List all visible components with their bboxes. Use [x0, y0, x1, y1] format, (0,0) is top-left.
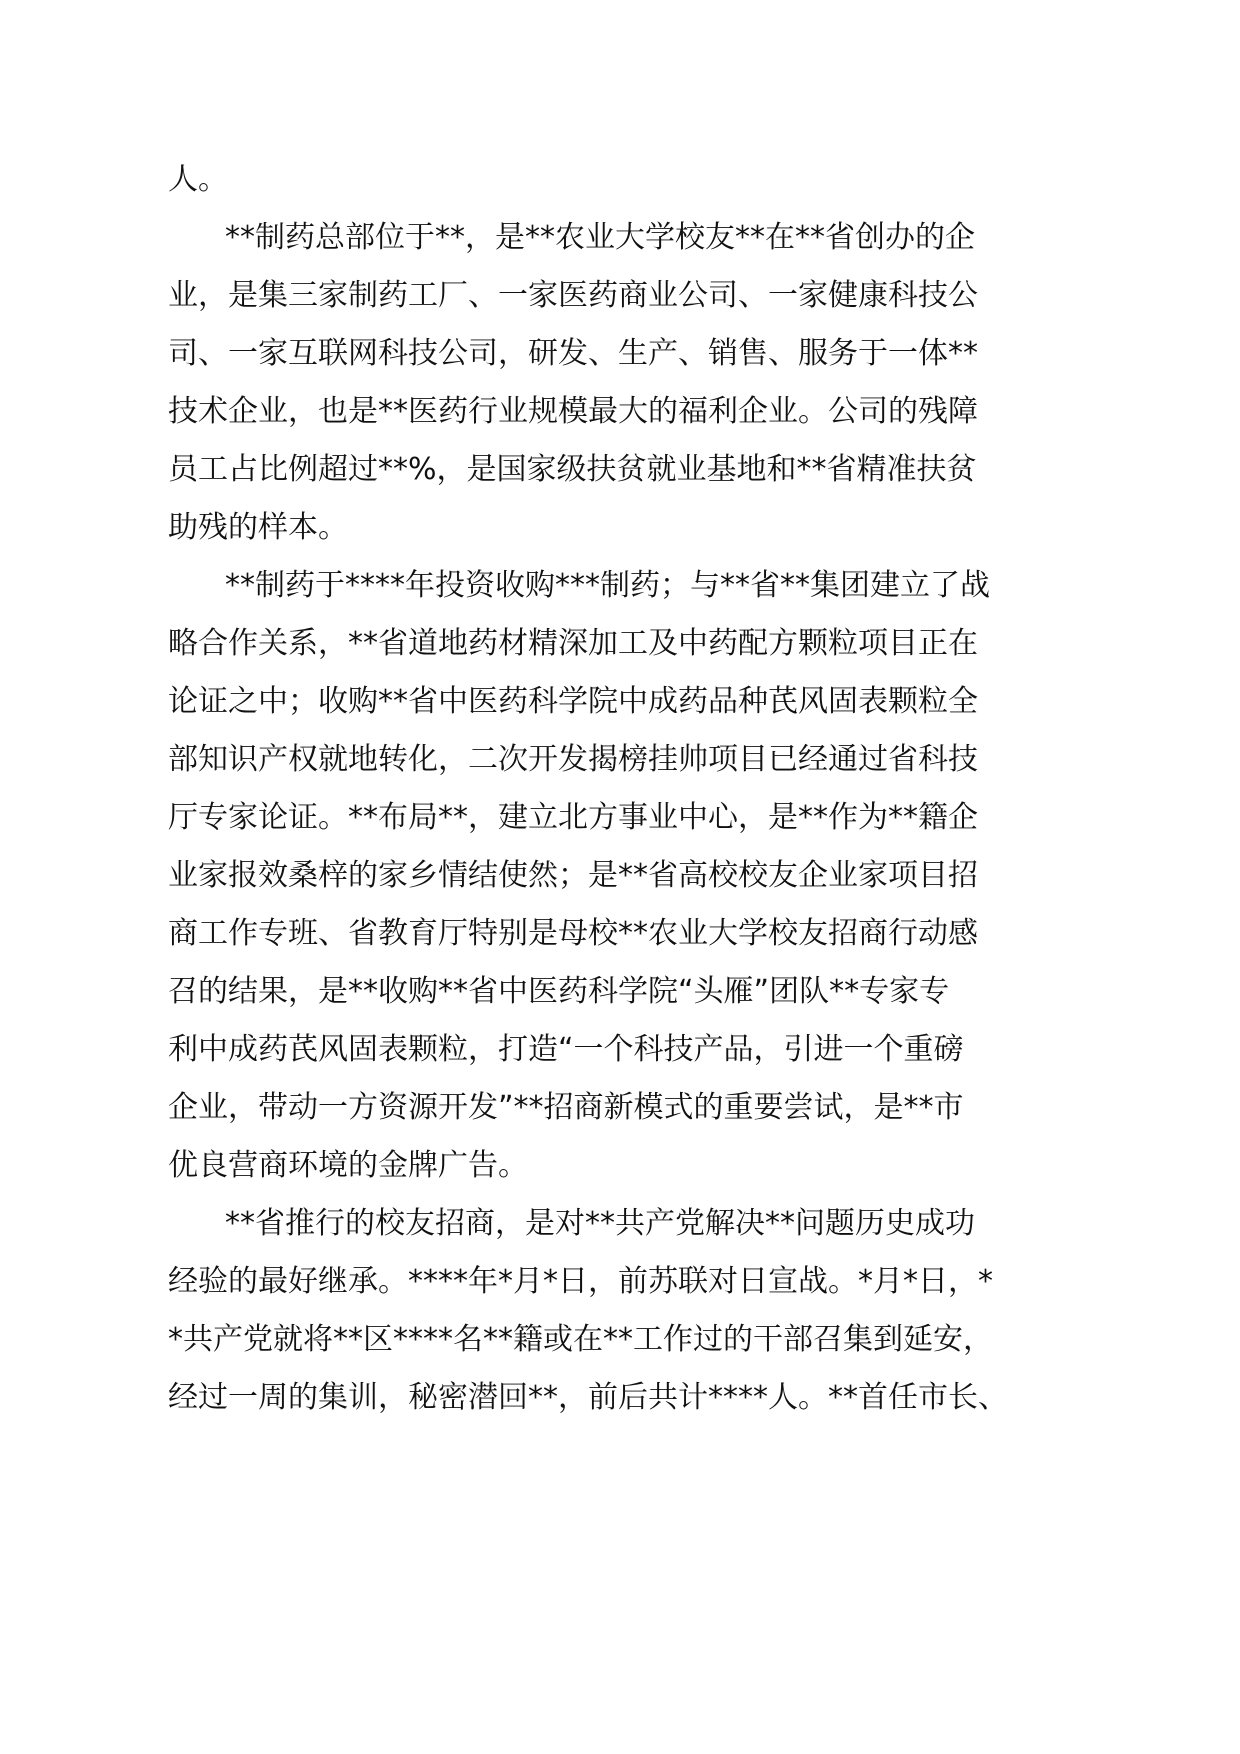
text-line-7: 助残的样本。	[168, 510, 348, 545]
text-line-14: 商工作专班、省教育厅特别是母校**农业大学校友招商行动感	[168, 916, 978, 951]
text-line-1: 人。	[168, 162, 228, 197]
text-line-6: 员工占比例超过**%，是国家级扶贫就业基地和**省精准扶贫	[168, 452, 977, 487]
text-line-4: 司、一家互联网科技公司，研发、生产、销售、服务于一体**	[168, 336, 978, 371]
text-line-13: 业家报效桑梓的家乡情结使然；是**省高校校友企业家项目招	[168, 858, 978, 893]
text-line-9: 略合作关系，**省道地药材精深加工及中药配方颗粒项目正在	[168, 626, 978, 661]
text-line-2: **制药总部位于**，是**农业大学校友**在**省创办的企	[225, 220, 975, 255]
text-line-18: 优良营商环境的金牌广告。	[168, 1148, 528, 1183]
text-line-8: **制药于****年投资收购***制药；与**省**集团建立了战	[225, 568, 990, 603]
text-line-15: 召的结果，是**收购**省中医药科学院“头雁”团队**专家专	[168, 974, 950, 1009]
text-line-19: **省推行的校友招商，是对**共产党解决**问题历史成功	[225, 1206, 975, 1241]
text-line-12: 厅专家论证。**布局**，建立北方事业中心，是**作为**籍企	[168, 800, 978, 835]
text-line-17: 企业，带动一方资源开发”**招商新模式的重要尝试，是**市	[168, 1090, 964, 1125]
text-line-3: 业，是集三家制药工厂、一家医药商业公司、一家健康科技公	[168, 278, 978, 313]
text-line-21: *共产党就将**区****名**籍或在**工作过的干部召集到延安，	[168, 1322, 993, 1357]
text-line-16: 利中成药芪风固表颗粒，打造“一个科技产品，引进一个重磅	[168, 1032, 964, 1067]
text-line-22: 经过一周的集训，秘密潜回**，前后共计****人。**首任市长、	[168, 1380, 1008, 1415]
text-line-10: 论证之中；收购**省中医药科学院中成药品种芪风固表颗粒全	[168, 684, 978, 719]
text-line-5: 技术企业，也是**医药行业规模最大的福利企业。公司的残障	[168, 394, 978, 429]
text-line-11: 部知识产权就地转化，二次开发揭榜挂帅项目已经通过省科技	[168, 742, 978, 777]
text-line-20: 经验的最好继承。****年*月*日，前苏联对日宣战。*月*日，*	[168, 1264, 993, 1299]
